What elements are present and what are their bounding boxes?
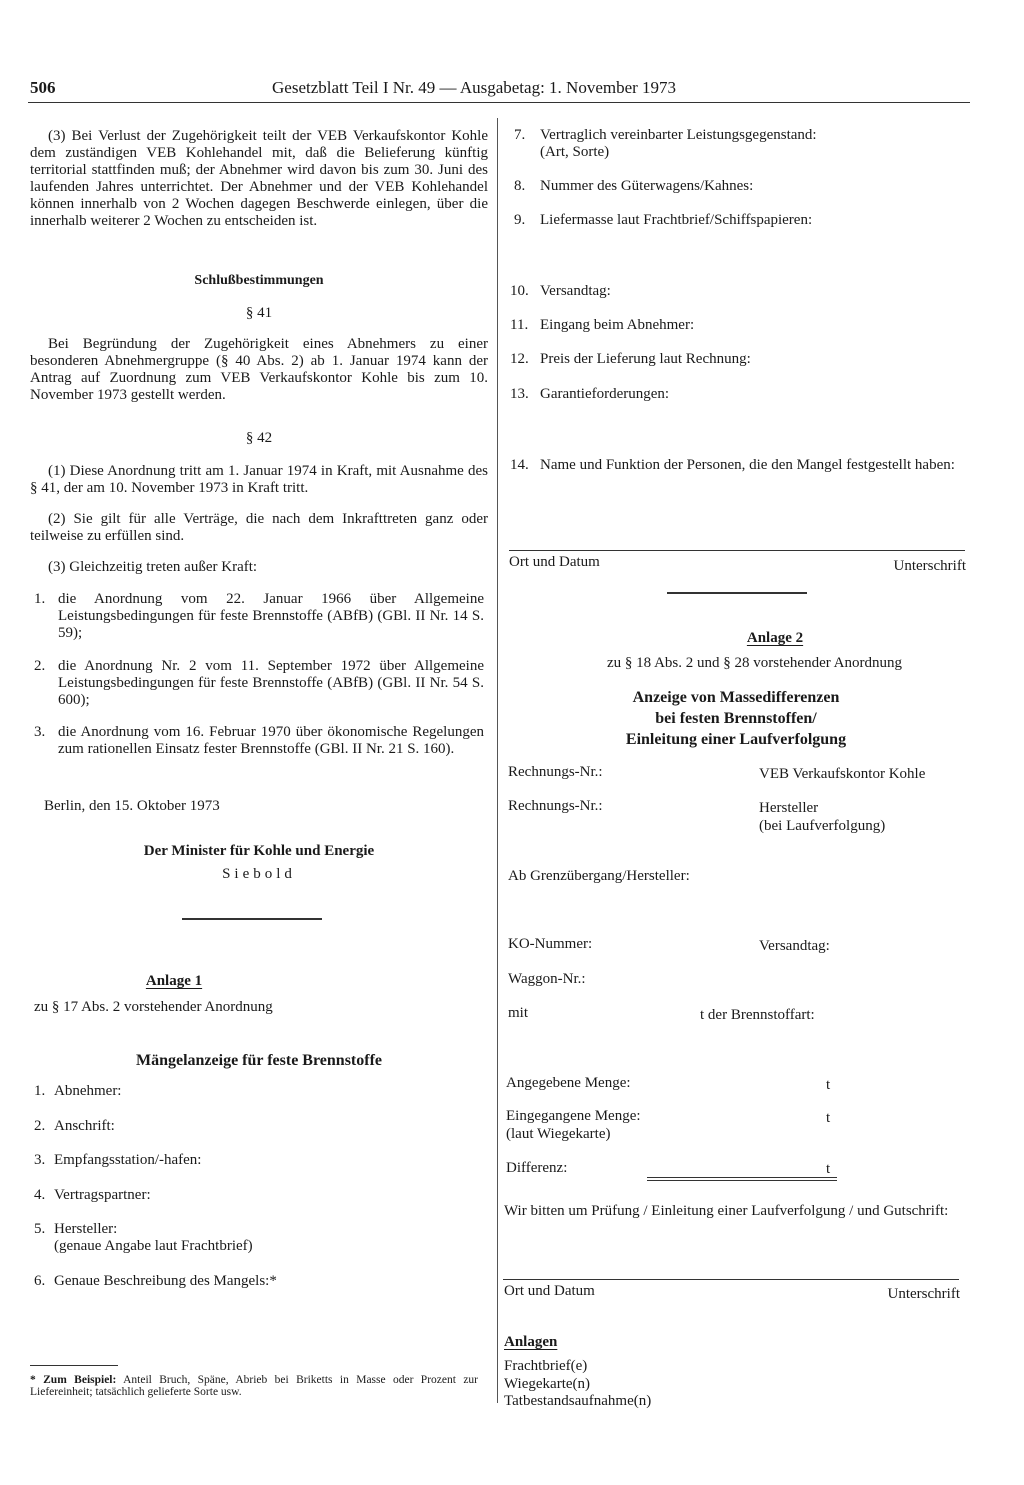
form-item-number: 14. — [510, 457, 529, 473]
footnote-text: Anteil Bruch, Späne, Abrieb bei Briketts in Masse oder Prozent zur Liefereinheit; tatsächlich gelieferte Sorte usw. — [30, 1374, 479, 1398]
section-42-heading: § 42 — [245, 430, 273, 446]
rechnung-2-value: Hersteller — [759, 800, 819, 816]
form-item-label: Abnehmer: — [54, 1083, 122, 1099]
anlage-1-reference: zu § 17 Abs. 2 vorstehender Anordnung — [34, 999, 273, 1015]
section-separator — [182, 918, 322, 920]
form-item-label: Nummer des Güterwagens/Kahnes: — [540, 178, 754, 194]
form-item-number: 7. — [514, 127, 526, 143]
form-item-sublabel: (genaue Angabe laut Frachtbrief) — [54, 1238, 253, 1254]
eingegangene-menge-sub: (laut Wiegekarte) — [506, 1126, 611, 1142]
differenz-label: Differenz: — [506, 1160, 568, 1176]
differenz-double-rule-bottom — [647, 1180, 837, 1181]
form-item-label: Preis der Lieferung laut Rechnung: — [540, 351, 751, 367]
grenzuebergang-label: Ab Grenzübergang/Hersteller: — [508, 868, 690, 884]
form-item-number: 3. — [34, 1152, 46, 1168]
signature-2-place-date: Ort und Datum — [504, 1283, 595, 1299]
anlagen-item-1: Frachtbrief(e) — [504, 1358, 588, 1374]
signer-name: Siebold — [222, 866, 296, 882]
form-item-number: 13. — [510, 386, 529, 402]
ko-nummer-label: KO-Nummer: — [508, 936, 593, 952]
anlage-2-title: Anlage 2 — [746, 630, 804, 646]
form-item-number: 6. — [34, 1273, 46, 1289]
angegebene-menge-label: Angegebene Menge: — [506, 1075, 631, 1091]
signature-1-signature: Unterschrift — [893, 558, 966, 574]
repeal-text: die Anordnung Nr. 2 vom 11. September 1972 über Allgemeine Leistungsbedingungen für feste Brennstoffe (ABfB) (GBl. II Nr. 54 S. 600); — [58, 658, 484, 708]
eingegangene-menge-unit: t — [826, 1110, 831, 1126]
page-header-title: Gesetzblatt Teil I Nr. 49 — Ausgabetag: 1. November 1973 — [272, 78, 677, 97]
form-item-number: 1. — [34, 1083, 46, 1099]
signature-line-1 — [509, 550, 965, 551]
form-item-number: 10. — [510, 283, 529, 299]
form-item-label: Name und Funktion der Personen, die den Mangel festgestellt haben: — [540, 457, 955, 473]
column-divider — [497, 118, 498, 1403]
angegebene-menge-unit: t — [826, 1077, 831, 1093]
versandtag-label: Versandtag: — [759, 938, 830, 954]
form-item-label: Garantieforderungen: — [540, 386, 670, 402]
footnote — [30, 1374, 478, 1398]
signature-line-2 — [503, 1279, 959, 1280]
repeal-number: 3. — [34, 724, 46, 740]
paragraph-3: (3) Bei Verlust der Zugehörigkeit teilt der VEB Verkaufskontor Kohle dem zuständigen VEB Kohlehandel mit, daß die Belieferung künftig territorial stattfinden muß; der Abnehmer wird davon bis zum 30. Juni des laufenden Jahres unterrichtet. Der Abnehmer und der VEB Kohlehandel können innerhalb von 2 Wochen dagegen Beschwerde einlegen, über die innerhalb weiterer 2 Wochen zu entscheiden ist. — [30, 128, 488, 229]
form-item-number: 4. — [34, 1187, 46, 1203]
anlage-2-heading-1: Anzeige von Massedifferenzen — [632, 689, 840, 706]
form-item-label: Hersteller: — [54, 1221, 118, 1237]
section-42-para-2: (2) Sie gilt für alle Verträge, die nach dem Inkrafttreten ganz oder teilweise zu erfüllen sind. — [30, 511, 488, 544]
footnote-label: * Zum Beispiel: — [30, 1374, 117, 1386]
section-42-para-3: (3) Gleichzeitig treten außer Kraft: — [48, 559, 258, 575]
signature-1-place-date: Ort und Datum — [509, 554, 600, 570]
repeal-text: die Anordnung vom 16. Februar 1970 über ökonomische Regelungen zum rationellen Einsatz fester Brennstoffe (GBl. II Nr. 21 S. 160). — [58, 724, 484, 757]
form-item-label: Genaue Beschreibung des Mangels:* — [54, 1273, 277, 1289]
anlage-1-heading: Mängelanzeige für feste Brennstoffe — [135, 1052, 382, 1069]
form-item-number: 2. — [34, 1118, 46, 1134]
section-separator — [667, 592, 807, 594]
repeal-number: 2. — [34, 658, 46, 674]
form-item-label: Eingang beim Abnehmer: — [540, 317, 695, 333]
form-item-label: Liefermasse laut Frachtbrief/Schiffspapieren: — [540, 212, 813, 228]
anlage-2-heading-2: bei festen Brennstoffen/ — [655, 710, 817, 727]
form-item-number: 5. — [34, 1221, 46, 1237]
rechnung-2-label: Rechnungs-Nr.: — [508, 798, 603, 814]
form-item-label: Empfangsstation/-hafen: — [54, 1152, 202, 1168]
bitte-text: Wir bitten um Prüfung / Einleitung einer Laufverfolgung / und Gutschrift: — [504, 1203, 949, 1219]
header-rule — [28, 102, 970, 103]
section-41-text: Bei Begründung der Zugehörigkeit eines Abnehmers zu einer besonderen Abnehmergruppe (§ 40 Abs. 2) ab 1. Januar 1974 kann der Antrag auf Zuordnung zum VEB Verkaufskontor Kohle bis zum 10. November 1973 gestellt werden. — [30, 336, 488, 403]
eingegangene-menge-label: Eingegangene Menge: — [506, 1108, 641, 1124]
anlagen-heading: Anlagen — [504, 1334, 558, 1350]
brennstoffart-label: t der Brennstoffart: — [700, 1007, 815, 1023]
anlage-1-title: Anlage 1 — [145, 973, 203, 989]
schluss-heading: Schlußbestimmungen — [194, 273, 324, 288]
differenz-double-rule-top — [647, 1177, 837, 1178]
signature-2-signature: Unterschrift — [887, 1286, 960, 1302]
anlagen-item-2: Wiegekarte(n) — [504, 1376, 591, 1392]
date-line: Berlin, den 15. Oktober 1973 — [44, 798, 220, 814]
form-item-label: Vertragspartner: — [54, 1187, 151, 1203]
waggon-nr-label: Waggon-Nr.: — [508, 971, 586, 987]
footnote-rule — [30, 1365, 118, 1366]
rechnung-1-value: VEB Verkaufskontor Kohle — [759, 766, 926, 782]
section-42-para-1: (1) Diese Anordnung tritt am 1. Januar 1974 in Kraft, mit Ausnahme des § 41, der am 10. November 1973 in Kraft tritt. — [30, 463, 488, 496]
form-item-number: 12. — [510, 351, 529, 367]
repeal-number: 1. — [34, 591, 46, 607]
mit-label: mit — [508, 1005, 529, 1021]
minister-title: Der Minister für Kohle und Energie — [143, 843, 375, 859]
form-item-label: Versandtag: — [540, 283, 611, 299]
form-item-number: 11. — [510, 317, 529, 333]
anlage-2-heading-3: Einleitung einer Laufverfolgung — [625, 731, 847, 748]
rechnung-2-sub: (bei Laufverfolgung) — [759, 818, 886, 834]
form-item-sublabel: (Art, Sorte) — [540, 144, 610, 160]
differenz-unit: t — [826, 1161, 831, 1177]
form-item-label: Vertraglich vereinbarter Leistungsgegenstand: — [540, 127, 817, 143]
form-item-number: 8. — [514, 178, 526, 194]
form-item-label: Anschrift: — [54, 1118, 115, 1134]
rechnung-1-label: Rechnungs-Nr.: — [508, 764, 603, 780]
section-41-heading: § 41 — [245, 305, 273, 321]
anlage-2-reference: zu § 18 Abs. 2 und § 28 vorstehender Anordnung — [607, 655, 902, 671]
anlagen-item-3: Tatbestandsaufnahme(n) — [504, 1393, 652, 1409]
repeal-text: die Anordnung vom 22. Januar 1966 über Allgemeine Leistungsbedingungen für feste Brennstoffe (ABfB) (GBl. II Nr. 14 S. 59); — [58, 591, 484, 641]
page-number: 506 — [30, 78, 56, 97]
form-item-number: 9. — [514, 212, 526, 228]
